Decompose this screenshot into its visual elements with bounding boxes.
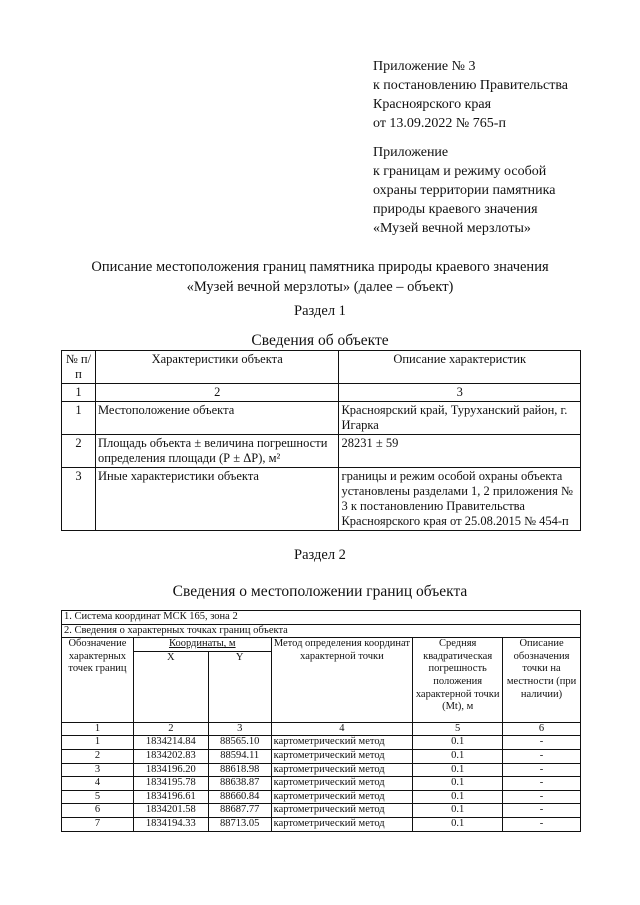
- table-row: [62, 749, 581, 763]
- section1-label: Раздел 1: [294, 303, 346, 319]
- table-row: [62, 468, 581, 531]
- table-row: [62, 790, 581, 804]
- points-info-row: [62, 624, 581, 638]
- appendix-sub-line: природы краевого значения: [373, 202, 538, 217]
- appendix-line: Приложение № 3: [373, 59, 476, 74]
- point-method: картометрический метод: [271, 777, 413, 791]
- point-description: -: [503, 777, 581, 791]
- column-header-characteristics: Характеристики объекта: [95, 351, 339, 384]
- table-header-row: [62, 638, 581, 652]
- point-method: картометрический метод: [271, 790, 413, 804]
- column-number: 1: [62, 384, 96, 402]
- point-error: 0.1: [413, 749, 503, 763]
- table-row: [62, 402, 581, 435]
- point-method: картометрический метод: [271, 749, 413, 763]
- appendix-line: Красноярского края: [373, 97, 492, 112]
- point-number: 5: [62, 790, 134, 804]
- point-number: 3: [62, 763, 134, 777]
- appendix-sub-line: Приложение: [373, 145, 449, 160]
- column-header-number: № п/п: [62, 351, 96, 384]
- appendix-sub-line: к границам и режиму особой: [373, 164, 547, 179]
- table-row: [62, 777, 581, 791]
- column-header-method: Метод определения координат характерной точки: [271, 638, 413, 723]
- characteristic-description: 28231 ± 59: [339, 435, 581, 468]
- point-error: 0.1: [413, 817, 503, 831]
- column-number: 5: [413, 722, 503, 736]
- table-numbering-row: [62, 384, 581, 402]
- column-number: 6: [503, 722, 581, 736]
- row-number: 2: [62, 435, 96, 468]
- table-numbering-row: [62, 722, 581, 736]
- point-method: картометрический метод: [271, 804, 413, 818]
- column-header-y: Y: [208, 651, 271, 722]
- column-number: 2: [95, 384, 339, 402]
- point-error: 0.1: [413, 763, 503, 777]
- appendix-line: к постановлению Правительства: [373, 78, 569, 93]
- point-x: 1834196.61: [133, 790, 208, 804]
- point-description: -: [503, 817, 581, 831]
- point-error: 0.1: [413, 804, 503, 818]
- point-description: -: [503, 804, 581, 818]
- points-info: 2. Сведения о характерных точках границ объекта: [62, 624, 581, 638]
- appendix-sub-line: охраны территории памятника: [373, 183, 556, 198]
- point-number: 2: [62, 749, 134, 763]
- table-row: [62, 435, 581, 468]
- point-y: 88638.87: [208, 777, 271, 791]
- point-y: 88565.10: [208, 736, 271, 750]
- column-number: 1: [62, 722, 134, 736]
- appendix-line: от 13.09.2022 № 765-п: [373, 116, 506, 131]
- characteristic-name: Площадь объекта ± величина погрешности определения площади (Р ± ΔР), м²: [95, 435, 339, 468]
- point-description: -: [503, 790, 581, 804]
- point-number: 1: [62, 736, 134, 750]
- point-description: -: [503, 749, 581, 763]
- point-x: 1834201.58: [133, 804, 208, 818]
- point-y: 88660.84: [208, 790, 271, 804]
- coordinate-system-row: [62, 611, 581, 625]
- point-number: 7: [62, 817, 134, 831]
- table-row: [62, 763, 581, 777]
- point-method: картометрический метод: [271, 817, 413, 831]
- document-title: [40, 257, 600, 297]
- point-error: 0.1: [413, 790, 503, 804]
- column-header-error: Средняя квадратическая погрешность положения характерной точки (Mt), м: [413, 638, 503, 723]
- appendix-header: [373, 57, 623, 133]
- point-method: картометрический метод: [271, 736, 413, 750]
- column-header-coordinates: Координаты, м: [133, 638, 271, 652]
- document-title-line2: «Музей вечной мерзлоты» (далее – объект): [186, 279, 454, 295]
- point-y: 88594.11: [208, 749, 271, 763]
- point-description: -: [503, 763, 581, 777]
- point-x: 1834202.83: [133, 749, 208, 763]
- column-number: 3: [208, 722, 271, 736]
- section2-heading: Сведения о местоположении границ объекта: [172, 583, 468, 600]
- point-error: 0.1: [413, 736, 503, 750]
- document-title-line1: Описание местоположения границ памятника природы краевого значения: [91, 259, 549, 275]
- point-x: 1834214.84: [133, 736, 208, 750]
- point-x: 1834196.20: [133, 763, 208, 777]
- characteristic-description: границы и режим особой охраны объекта установлены разделами 1, 2 приложения № 3 к постановлению Правительства Красноярского края от 25.08.2015 № 454-п: [339, 468, 581, 531]
- point-x: 1834194.33: [133, 817, 208, 831]
- characteristic-name: Местоположение объекта: [95, 402, 339, 435]
- point-x: 1834195.78: [133, 777, 208, 791]
- characteristic-name: Иные характеристики объекта: [95, 468, 339, 531]
- point-number: 4: [62, 777, 134, 791]
- appendix-sub-line: «Музей вечной мерзлоты»: [373, 221, 531, 236]
- column-number: 4: [271, 722, 413, 736]
- column-number: 2: [133, 722, 208, 736]
- column-header-point-description: Описание обозначения точки на местности (при наличии): [503, 638, 581, 723]
- appendix-subheader: [373, 143, 623, 238]
- coordinate-system: 1. Система координат МСК 165, зона 2: [62, 611, 581, 625]
- point-description: -: [503, 736, 581, 750]
- point-y: 88687.77: [208, 804, 271, 818]
- section1-heading: Сведения об объекте: [251, 332, 389, 349]
- column-header-designation: Обозначение характерных точек границ: [62, 638, 134, 723]
- table-row: [62, 804, 581, 818]
- row-number: 3: [62, 468, 96, 531]
- column-header-description: Описание характеристик: [339, 351, 581, 384]
- object-info-table: [61, 350, 581, 531]
- column-number: 3: [339, 384, 581, 402]
- table-row: [62, 817, 581, 831]
- point-y: 88713.05: [208, 817, 271, 831]
- point-error: 0.1: [413, 777, 503, 791]
- characteristic-description: Красноярский край, Туруханский район, г. Игарка: [339, 402, 581, 435]
- point-method: картометрический метод: [271, 763, 413, 777]
- point-number: 6: [62, 804, 134, 818]
- table-header-row: [62, 351, 581, 384]
- boundary-points-table: [61, 610, 581, 832]
- table-row: [62, 736, 581, 750]
- row-number: 1: [62, 402, 96, 435]
- column-header-x: X: [133, 651, 208, 722]
- section2-label: Раздел 2: [294, 547, 346, 563]
- point-y: 88618.98: [208, 763, 271, 777]
